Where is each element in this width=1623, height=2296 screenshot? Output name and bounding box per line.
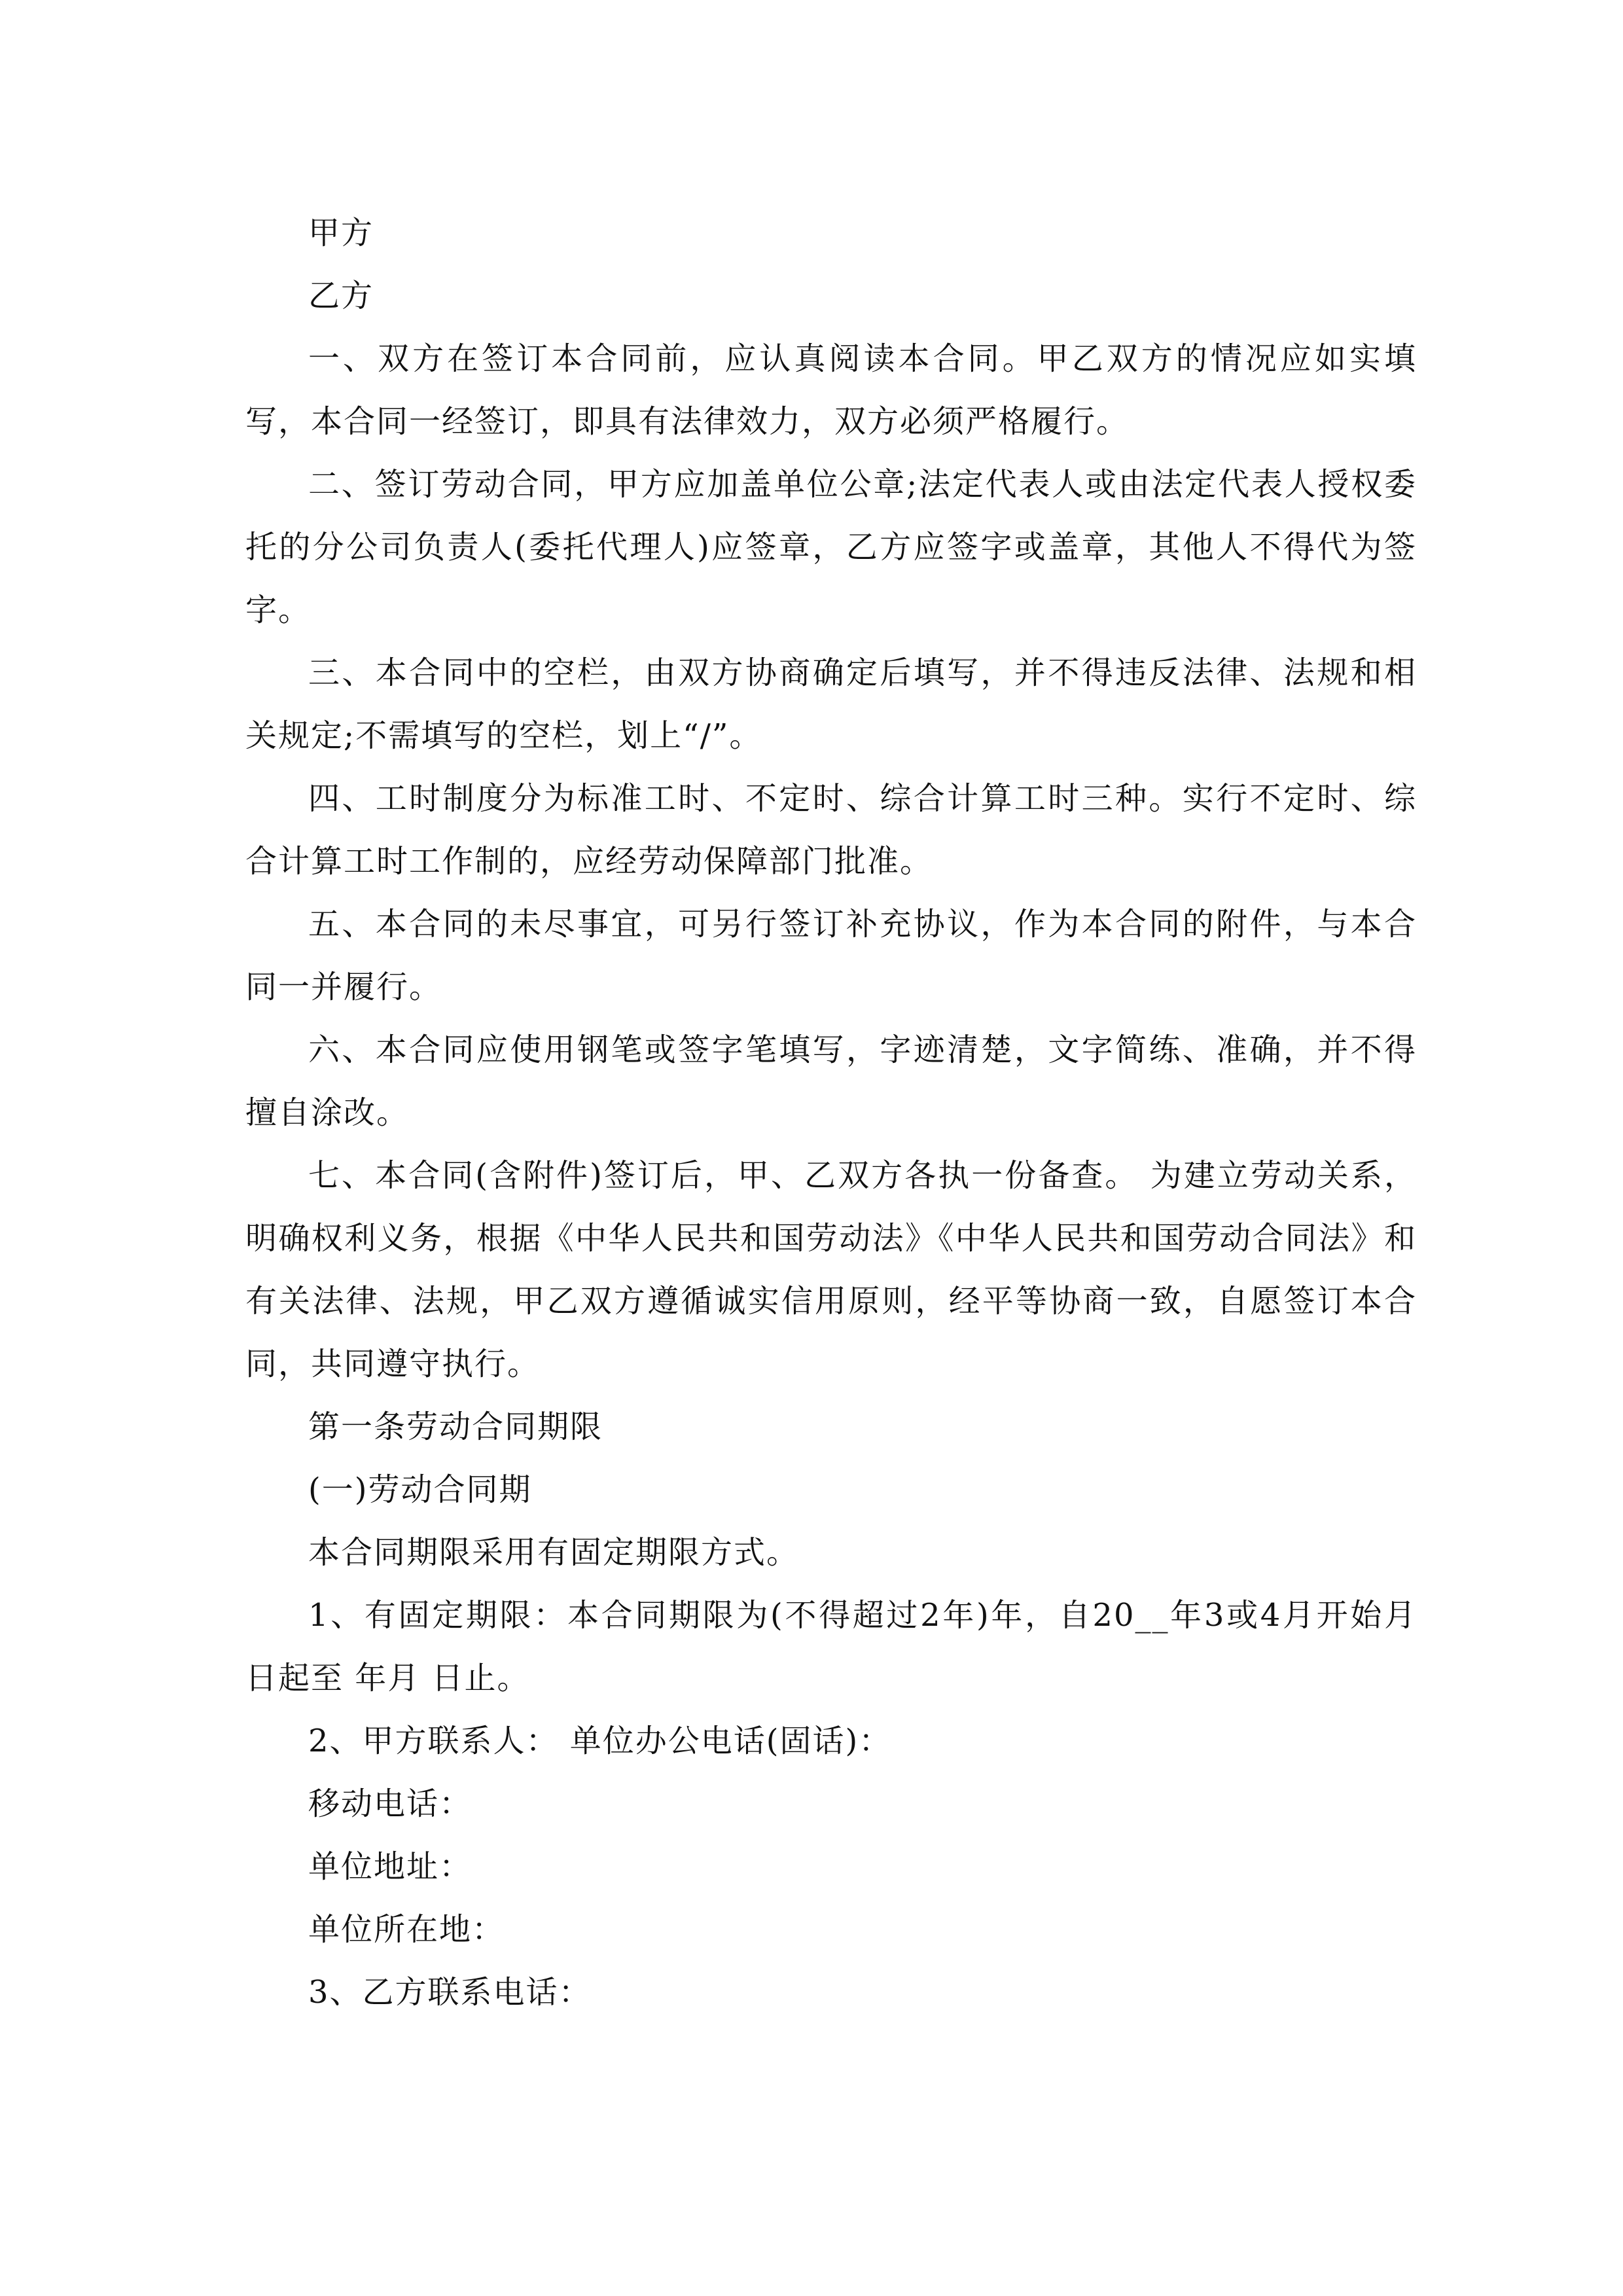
party-a-contact: 2、甲方联系人： 单位办公电话(固话)： <box>308 1723 892 1759</box>
clause-3: 三、本合同中的空栏，由双方协商确定后填写，并不得违反法律、法规和相关规定;不需填写的空栏，划上“/”。 <box>245 655 1417 754</box>
clause-7: 七、本合同(含附件)签订后，甲、乙双方各执一份备查。 为建立劳动关系，明确权利义务，根据《中华人民共和国劳动法》《中华人民共和国劳动合同法》和有关法律、法规，甲乙双方遵循诚实信用原则，经平等协商一致，自愿签订本合同，共同遵守执行。 <box>245 1157 1417 1382</box>
clause-6: 六、本合同应使用钢笔或签字笔填写，字迹清楚，文字简练、准确，并不得擅自涂改。 <box>245 1031 1417 1131</box>
company-address: 单位地址： <box>308 1848 473 1885</box>
document-body <box>245 202 1417 2024</box>
clause-4: 四、工时制度分为标准工时、不定时、综合计算工时三种。实行不定时、综合计算工时工作制的，应经劳动保障部门批准。 <box>245 780 1417 880</box>
mobile-phone: 移动电话： <box>308 1785 473 1822</box>
clause-2: 二、签订劳动合同，甲方应加盖单位公章;法定代表人或由法定代表人授权委托的分公司负责人(委托代理人)应签章，乙方应签字或盖章，其他人不得代为签字。 <box>245 466 1417 628</box>
clause-5: 五、本合同的未尽事宜，可另行签订补充协议，作为本合同的附件，与本合同一并履行。 <box>245 906 1417 1005</box>
clause-1: 一、双方在签订本合同前，应认真阅读本合同。甲乙双方的情况应如实填写，本合同一经签订，即具有法律效力，双方必须严格履行。 <box>245 340 1417 440</box>
party-a-label: 甲方 <box>308 215 374 251</box>
fixed-term-clause: 1、有固定期限：本合同期限为(不得超过2年)年，自20__年3或4月开始月 日起至 年月 日止。 <box>245 1597 1417 1696</box>
term-method: 本合同期限采用有固定期限方式。 <box>308 1534 800 1571</box>
article-1-heading: 第一条劳动合同期限 <box>308 1408 603 1445</box>
contract-term-subheading: (一)劳动合同期 <box>308 1471 532 1508</box>
party-b-phone: 3、乙方联系电话： <box>308 1974 592 2011</box>
company-location: 单位所在地： <box>308 1911 505 1948</box>
party-b-label: 乙方 <box>308 278 374 314</box>
